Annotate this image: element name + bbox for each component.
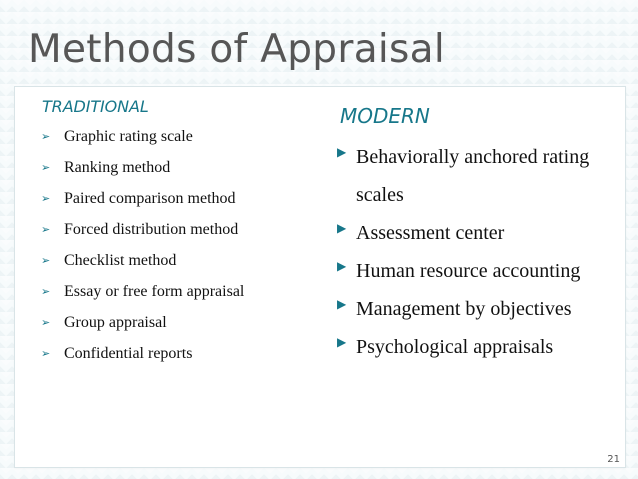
- traditional-method-item: [41, 343, 301, 374]
- traditional-method-label: Ranking method: [64, 159, 171, 176]
- modern-method-label: Behaviorally anchored rating scales: [356, 146, 590, 206]
- triangle-bullet-icon: ▶: [337, 335, 347, 349]
- traditional-methods-list: [41, 126, 301, 374]
- traditional-method-item: [41, 312, 301, 343]
- modern-method-label: Human resource accounting: [356, 260, 581, 282]
- modern-methods-list: [337, 138, 622, 366]
- arrowhead-bullet-icon: ➢: [41, 223, 51, 236]
- arrowhead-bullet-icon: ➢: [41, 161, 51, 174]
- modern-method-item: [337, 328, 622, 366]
- traditional-method-label: Checklist method: [64, 252, 177, 269]
- traditional-method-label: Forced distribution method: [64, 221, 239, 238]
- modern-method-label: Management by objectives: [356, 298, 572, 320]
- modern-heading: MODERN: [340, 104, 430, 128]
- triangle-bullet-icon: ▶: [337, 145, 347, 159]
- traditional-method-item: [41, 219, 301, 250]
- traditional-method-item: [41, 281, 301, 312]
- traditional-method-item: [41, 188, 301, 219]
- traditional-heading: TRADITIONAL: [42, 97, 149, 116]
- modern-method-label: Assessment center: [356, 222, 505, 244]
- traditional-method-item: [41, 250, 301, 281]
- arrowhead-bullet-icon: ➢: [41, 192, 51, 205]
- arrowhead-bullet-icon: ➢: [41, 130, 51, 143]
- arrowhead-bullet-icon: ➢: [41, 316, 51, 329]
- traditional-method-label: Essay or free form appraisal: [64, 283, 245, 300]
- modern-method-label: Psychological appraisals: [356, 336, 554, 358]
- triangle-bullet-icon: ▶: [337, 259, 347, 273]
- traditional-method-label: Paired comparison method: [64, 190, 236, 207]
- traditional-method-label: Graphic rating scale: [64, 128, 193, 145]
- traditional-method-label: Group appraisal: [64, 314, 167, 331]
- modern-method-item: [337, 290, 622, 328]
- arrowhead-bullet-icon: ➢: [41, 254, 51, 267]
- triangle-bullet-icon: ▶: [337, 297, 347, 311]
- modern-method-item: [337, 252, 622, 290]
- arrowhead-bullet-icon: ➢: [41, 285, 51, 298]
- traditional-method-label: Confidential reports: [64, 345, 193, 362]
- page-number: 21: [607, 454, 620, 465]
- modern-method-item: [337, 214, 622, 252]
- slide-title: Methods of Appraisal: [28, 27, 445, 72]
- modern-method-item: [337, 138, 622, 214]
- traditional-method-item: [41, 126, 301, 157]
- traditional-method-item: [41, 157, 301, 188]
- arrowhead-bullet-icon: ➢: [41, 347, 51, 360]
- triangle-bullet-icon: ▶: [337, 221, 347, 235]
